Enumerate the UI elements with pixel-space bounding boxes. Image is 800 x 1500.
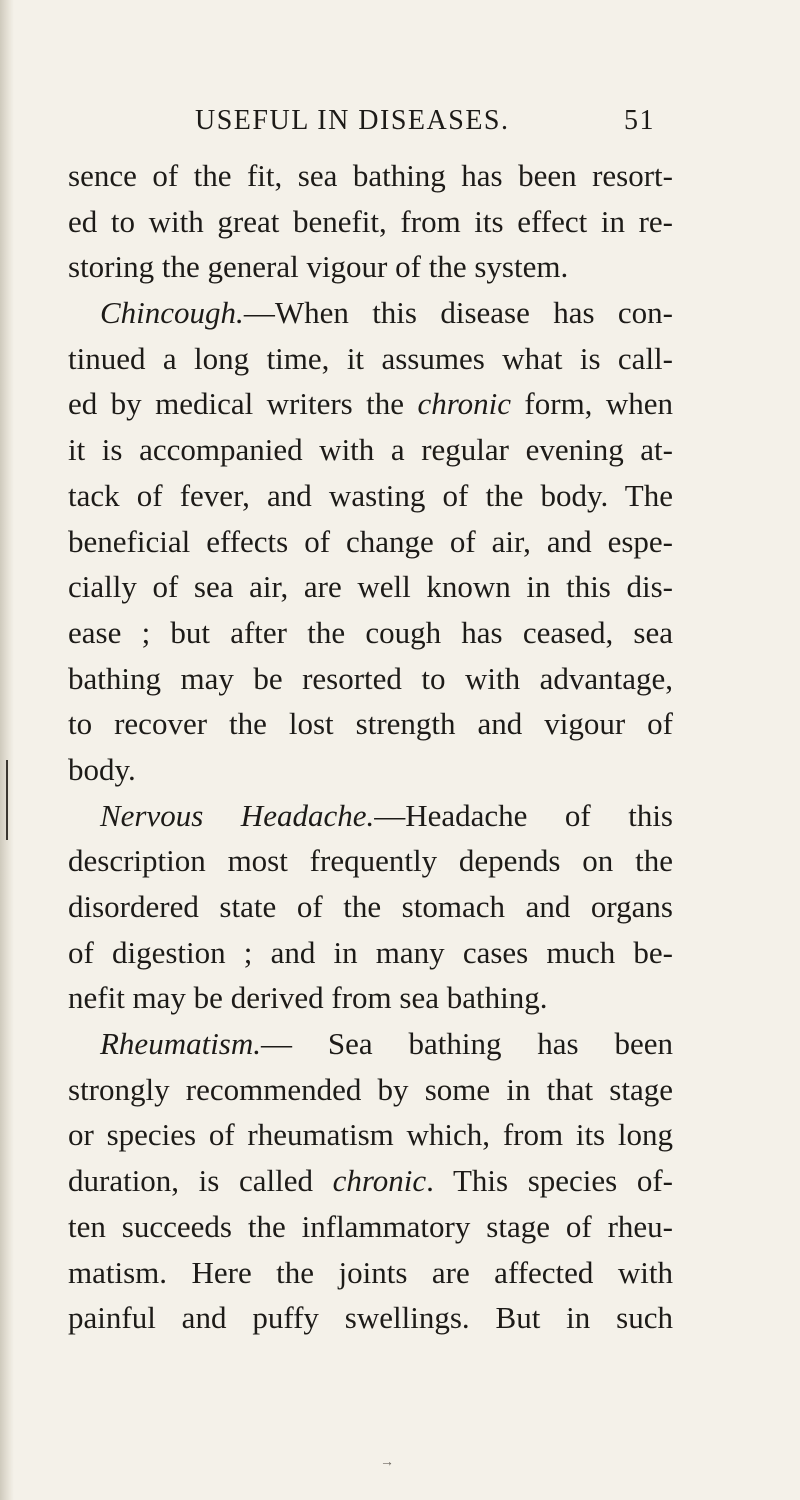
section-heading-nervous-headache: Nervous Headache. — [100, 797, 375, 833]
text-run: . This species of- — [426, 1163, 673, 1199]
body-text — [68, 153, 673, 1341]
text-line: to recover the lost strength and vigour of — [68, 706, 673, 742]
text-line: it is accompanied with a regular evening at- — [68, 432, 673, 468]
text-line — [68, 1158, 673, 1204]
text-line: sence of the fit, sea bathing has been resort- — [68, 158, 673, 193]
page-number: 51 — [624, 105, 655, 136]
text-line: cially of sea air, are well known in this dis- — [68, 569, 673, 605]
text-line — [68, 793, 673, 839]
italic-term: chronic — [417, 386, 511, 422]
text-line: painful and puffy swellings. But in such — [68, 1300, 673, 1336]
text-run: —When this disease has con- — [243, 295, 673, 331]
text-line: or species of rheumatism which, from its long — [68, 1117, 673, 1153]
text-line: matism. Here the joints are affected with — [68, 1254, 673, 1290]
text-line: of digestion ; and in many cases much be- — [68, 934, 673, 970]
text-line: ease ; but after the cough has ceased, sea — [68, 614, 673, 650]
text-line: description most frequently depends on the — [68, 843, 673, 879]
text-line — [68, 1021, 673, 1067]
text-line: ed to with great benefit, from its effect in re- — [68, 203, 673, 239]
text-run: ed by medical writers the — [68, 386, 418, 422]
text-run: duration, is called — [68, 1163, 333, 1199]
text-line: disordered state of the stomach and organs — [68, 889, 673, 924]
text-line — [68, 381, 673, 427]
text-line: body. — [68, 751, 136, 787]
text-line: tinued a long time, it assumes what is call- — [68, 340, 673, 376]
text-run: form, when — [511, 386, 673, 422]
text-line: bathing may be resorted to with advantage, — [68, 660, 673, 696]
text-line: strongly recommended by some in that stage — [68, 1071, 673, 1107]
page-edge-shadow — [0, 0, 14, 1500]
text-run: — Sea bathing has been — [261, 1026, 673, 1062]
text-line: storing the general vigour of the system. — [68, 249, 569, 285]
section-heading-chincough: Chincough. — [100, 295, 244, 331]
text-line — [68, 290, 673, 336]
italic-term: chronic — [332, 1163, 427, 1199]
page-edge-mark — [6, 760, 8, 840]
text-line: nefit may be derived from sea bathing. — [68, 980, 548, 1016]
footer-mark: → — [380, 1455, 394, 1470]
text-line: ten succeeds the inflammatory stage of rheu- — [68, 1208, 673, 1244]
section-heading-rheumatism: Rheumatism. — [100, 1026, 262, 1062]
text-line: beneficial effects of change of air, and espe- — [68, 523, 673, 559]
text-run: —Headache of this — [374, 797, 673, 833]
text-line: tack of fever, and wasting of the body. The — [68, 477, 673, 513]
running-title: USEFUL IN DISEASES. — [195, 105, 510, 136]
